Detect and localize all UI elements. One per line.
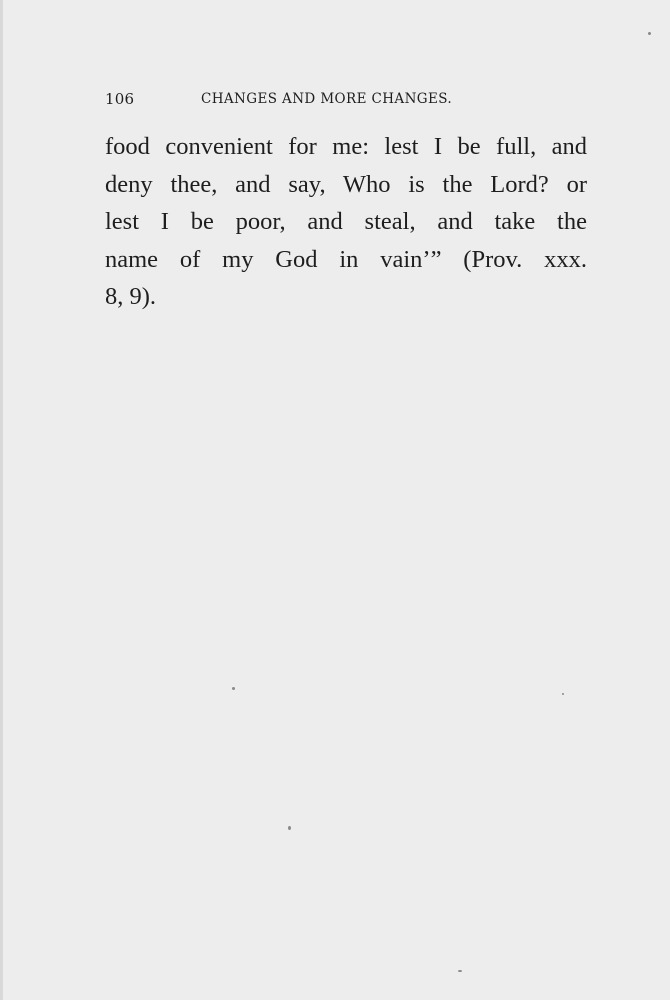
scan-speck [232, 687, 235, 690]
page-edge-shadow [0, 0, 3, 1000]
body-paragraph [105, 128, 587, 316]
scan-speck [562, 693, 564, 695]
text-line: deny thee, and say, Who is the Lord? or [105, 170, 587, 198]
scan-speck [648, 32, 651, 35]
running-title: CHANGES AND MORE CHANGES. [201, 91, 453, 107]
text-line: food convenient for me: lest I be full, and [105, 133, 587, 160]
scan-speck [458, 970, 462, 972]
page-number: 106 [105, 90, 135, 108]
scan-speck [288, 826, 291, 830]
text-line: lest I be poor, and steal, and take the [105, 208, 587, 235]
running-head [105, 90, 505, 114]
text-line: name of my God in vain’” (Prov. xxx. [105, 245, 587, 273]
text-line: 8, 9). [105, 283, 157, 310]
